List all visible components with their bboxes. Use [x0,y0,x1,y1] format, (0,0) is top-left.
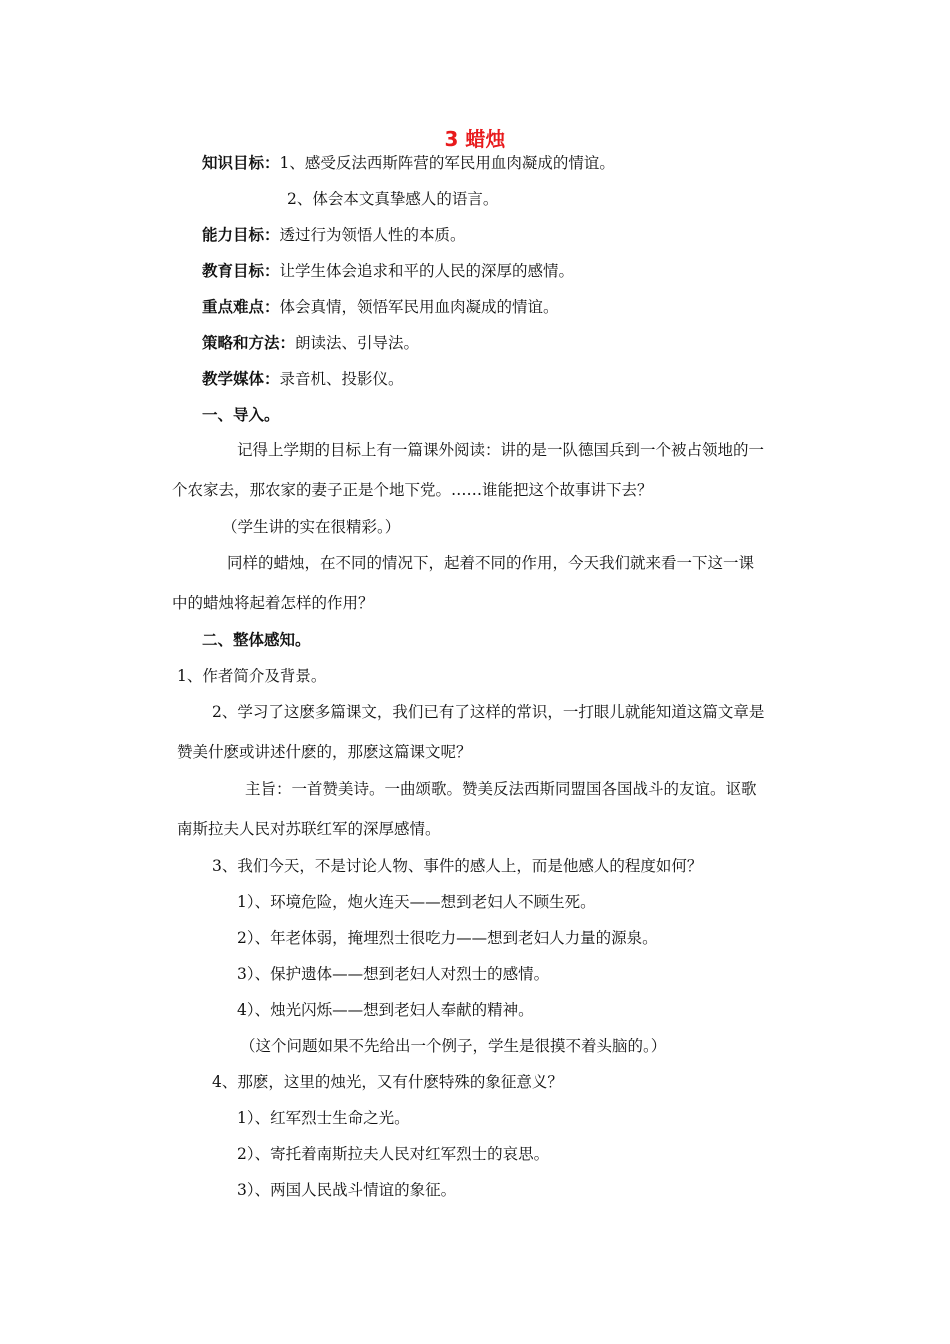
intro-paragraph-1-line-1: 记得上学期的目标上有一篇课外阅读：讲的是一队德国兵到一个被占领地的一 [237,441,765,459]
key-difficulty-line [202,296,559,318]
knowledge-label: 知识目标： [202,154,280,172]
intro-note: （学生讲的实在很精彩。） [222,518,401,536]
education-objective: 让学生体会追求和平的人民的深厚的感情。 [279,262,575,280]
item-3-sub-2: 2）、年老体弱，掩埋烈士很吃力——想到老妇人力量的源泉。 [237,929,658,947]
knowledge-objective-2: 2、体会本文真挚感人的语言。 [287,190,499,208]
overview-item-2-line-1: 2、学习了这麽多篇课文，我们已有了这样的常识，一打眼儿就能知道这篇文章是 [212,703,765,721]
theme-line-2: 南斯拉夫人民对苏联红军的深厚感情。 [177,820,441,838]
overview-item-2-line-2: 赞美什麽或讲述什麽的，那麽这篇课文呢？ [177,743,472,761]
overview-item-3: 3、我们今天，不是讨论人物、事件的感人上，而是他感人的程度如何？ [212,857,703,875]
knowledge-objective-line-1 [202,152,615,174]
ability-label: 能力目标： [202,226,280,244]
media-label: 教学媒体： [202,370,280,388]
intro-paragraph-1-line-2: 个农家去，那农家的妻子正是个地下党。……谁能把这个故事讲下去？ [172,481,653,499]
item-3-note: （这个问题如果不先给出一个例子，学生是很摸不着头脑的。） [240,1037,667,1055]
section-heading-overview: 二、整体感知。 [202,631,311,649]
ability-objective-line [202,224,466,246]
education-objective-line [202,260,574,282]
item-3-sub-4: 4）、烛光闪烁——想到老妇人奉献的精神。 [237,1001,534,1019]
item-3-sub-1: 1）、环境危险，炮火连天——想到老妇人不顾生死。 [237,893,596,911]
strategy-label: 策略和方法： [202,334,296,352]
education-label: 教育目标： [202,262,280,280]
item-3-sub-3: 3）、保护遗体——想到老妇人对烈士的感情。 [237,965,550,983]
key-difficulty-label: 重点难点： [202,298,280,316]
media: 录音机、投影仪。 [279,370,404,388]
theme-line-1: 主旨：一首赞美诗。一曲颂歌。赞美反法西斯同盟国各国战斗的友谊。讴歌 [245,780,757,798]
overview-item-4: 4、那麽，这里的烛光，又有什麽特殊的象征意义？ [212,1073,563,1091]
intro-paragraph-2-line-2: 中的蜡烛将起着怎样的作用？ [172,594,374,612]
ability-objective: 透过行为领悟人性的本质。 [279,226,466,244]
overview-item-1: 1、作者简介及背景。 [177,667,327,685]
item-4-sub-1: 1）、红军烈士生命之光。 [237,1109,410,1127]
section-heading-intro: 一、导入。 [202,406,280,424]
media-line [202,368,404,390]
strategy: 朗读法、引导法。 [295,334,420,352]
key-difficulty: 体会真情，领悟军民用血肉凝成的情谊。 [279,298,559,316]
item-4-sub-3: 3）、两国人民战斗情谊的象征。 [237,1181,457,1199]
document-title: 3 蜡烛 [444,127,506,151]
item-4-sub-2: 2）、寄托着南斯拉夫人民对红军烈士的哀思。 [237,1145,550,1163]
intro-paragraph-2-line-1: 同样的蜡烛，在不同的情况下，起着不同的作用，今天我们就来看一下这一课 [227,554,755,572]
knowledge-objective-1: 1、感受反法西斯阵营的军民用血肉凝成的情谊。 [279,154,615,172]
strategy-line [202,332,419,354]
